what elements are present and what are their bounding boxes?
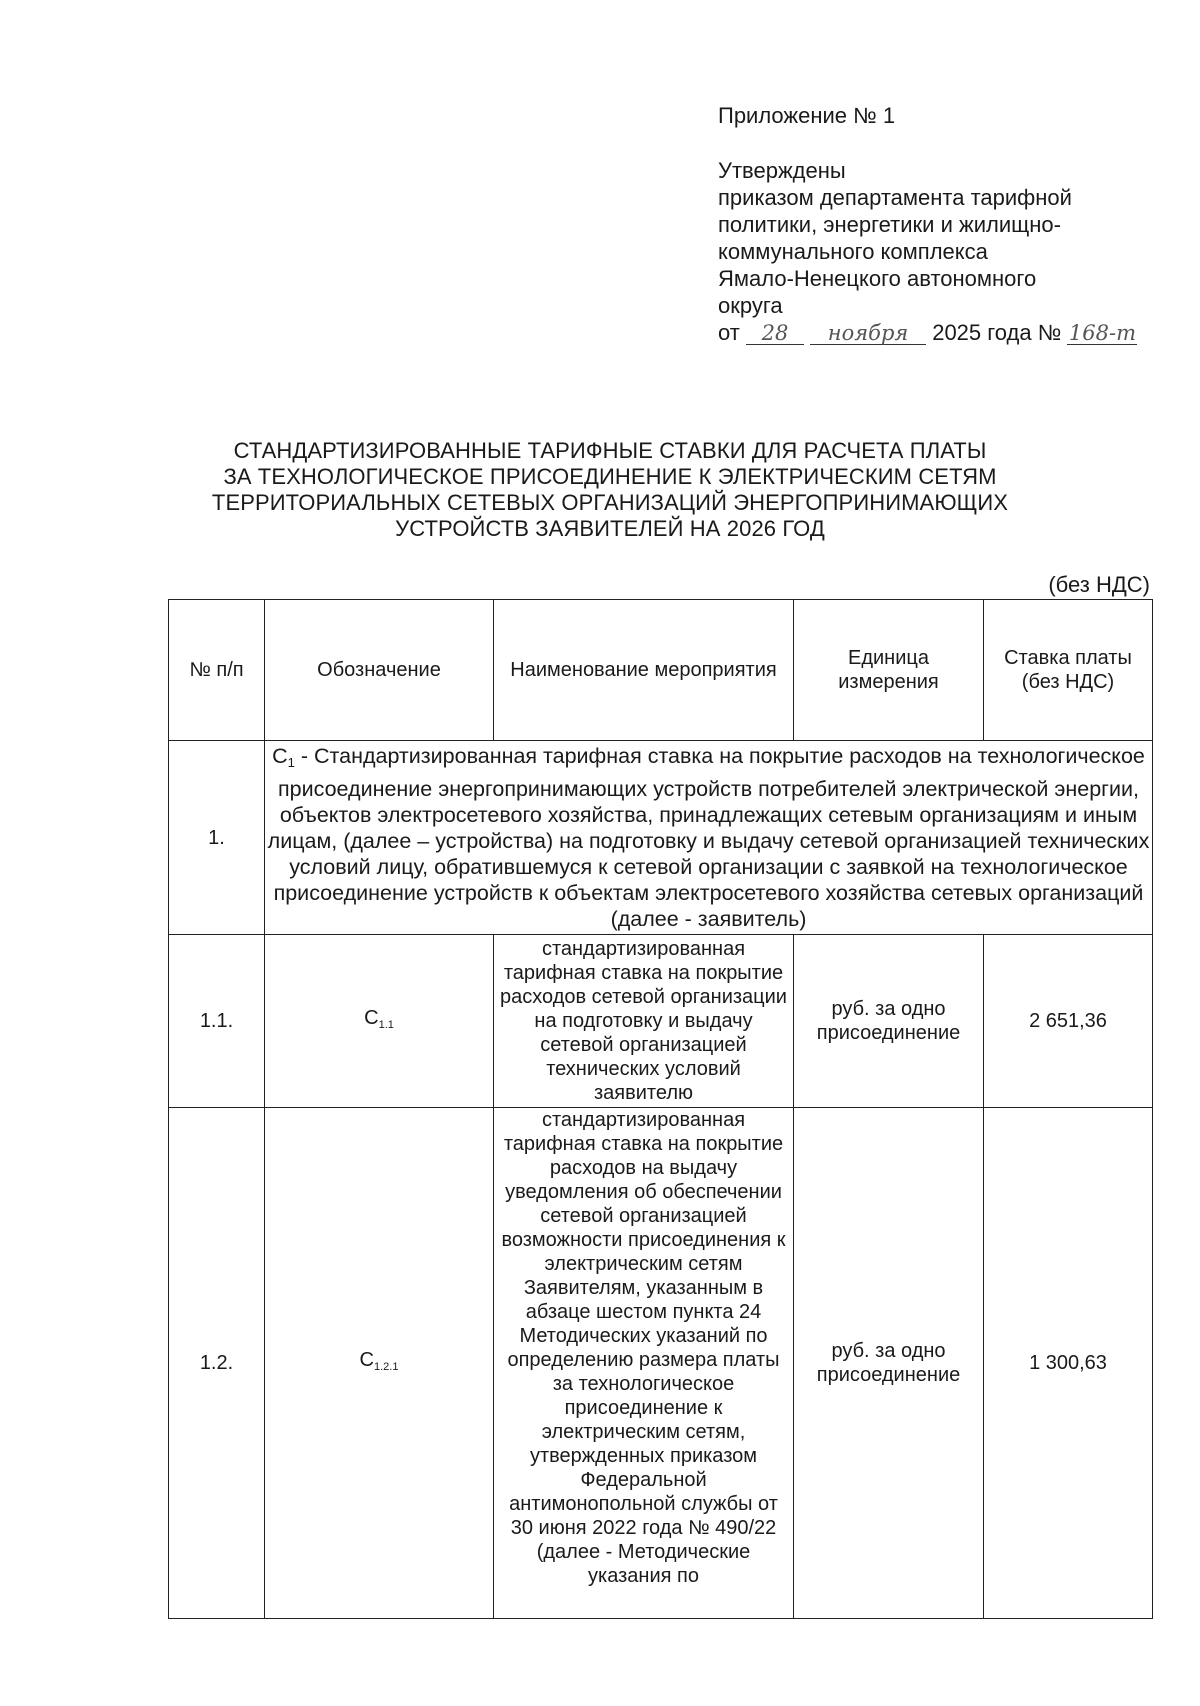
title-line: ЗА ТЕХНОЛОГИЧЕСКОЕ ПРИСОЕДИНЕНИЕ К ЭЛЕКТРИЧЕСКИМ СЕТЯМ <box>223 464 997 489</box>
annex-label: Приложение № 1 <box>718 103 896 128</box>
title-line: УСТРОЙСТВ ЗАЯВИТЕЛЕЙ НА 2026 ГОД <box>395 516 825 541</box>
section-symbol-sub: 1 <box>287 755 295 770</box>
row-designation: $С_{1.2.1}$ <box>265 1108 494 1619</box>
title-line: СТАНДАРТИЗИРОВАННЫЕ ТАРИФНЫЕ СТАВКИ ДЛЯ РАСЧЕТА ПЛАТЫ <box>233 438 987 463</box>
table-header-row <box>169 600 1153 741</box>
approval-line: Ямало-Ненецкого автономного <box>718 266 1037 291</box>
row-rate: 2 651,36 <box>984 935 1153 1108</box>
date-prefix: от <box>718 320 740 345</box>
date-year: 2025 года № <box>932 320 1062 345</box>
title-line: ТЕРРИТОРИАЛЬНЫХ СЕТЕВЫХ ОРГАНИЗАЦИЙ ЭНЕРГОПРИНИМАЮЩИХ <box>211 490 1009 515</box>
handwritten-month: ноября <box>810 322 926 345</box>
section-symbol: С <box>272 744 288 768</box>
section-row <box>169 741 1153 935</box>
approved-label: Утверждены <box>718 158 846 183</box>
document-title <box>190 438 1030 542</box>
section-description <box>265 741 1153 935</box>
designation-sub: 1.2.1 <box>373 1360 399 1373</box>
row-num: 1.2. <box>169 1108 265 1619</box>
handwritten-day: 28 <box>746 322 804 345</box>
header-unit: Единица измерения <box>794 600 984 741</box>
header-designation: Обозначение <box>265 600 494 741</box>
header-rate: Ставка платы (без НДС) <box>984 600 1153 741</box>
approval-block <box>718 102 1158 346</box>
approval-line: округа <box>718 293 783 318</box>
row-num: 1.1. <box>169 935 265 1108</box>
row-name: стандартизированная тарифная ставка на покрытие расходов сетевой организации на подготовку и выдачу сетевой организацией технических условий заявителю <box>494 935 794 1108</box>
approval-date-line <box>718 319 1158 346</box>
approval-line: коммунального комплекса <box>718 239 988 264</box>
approval-line: приказом департамента тарифной <box>718 185 1072 210</box>
table-row <box>169 1108 1153 1619</box>
row-designation: $С_{1.1}$ <box>265 935 494 1108</box>
section-num: 1. <box>169 741 265 935</box>
row-rate: 1 300,63 <box>984 1108 1153 1619</box>
handwritten-order-number: 168-т <box>1068 321 1137 345</box>
table-row <box>169 935 1153 1108</box>
row-unit: руб. за одно присоединение <box>794 1108 984 1619</box>
rates-table <box>168 599 1153 1619</box>
section-text: - Стандартизированная тарифная ставка на покрытие расходов на технологическое присоединение энергопринимающих устройств потребителей электрической энергии, объектов электросетевого хозяйства, принадлежащих сетевым организациям и иным лицам, (далее – устройства) на подготовку и выдачу сетевой организацией технических условий лицу, обратившемуся к сетевой организации с заявкой на технологическое присоединение устройств к объектам электросетевого хозяйства сетевых организаций (далее - заявитель) <box>267 744 1150 931</box>
designation-sub: 1.1 <box>378 1018 394 1031</box>
approval-line: политики, энергетики и жилищно- <box>718 212 1061 237</box>
vat-note: (без НДС) <box>1048 572 1150 597</box>
header-num: № п/п <box>169 600 265 741</box>
row-unit: руб. за одно присоединение <box>794 935 984 1108</box>
row-name: стандартизированная тарифная ставка на покрытие расходов на выдачу уведомления об обеспечении сетевой организацией возможности присоединения к электрическим сетям Заявителям, указанным в абзаце шестом пункта 24 Методических указаний по определению размера платы за технологическое присоединение к электрическим сетям, утвержденных приказом Федеральной антимонопольной службы от 30 июня 2022 года № 490/22 (далее - Методические указания по <box>494 1108 794 1619</box>
header-name: Наименование мероприятия <box>494 600 794 741</box>
